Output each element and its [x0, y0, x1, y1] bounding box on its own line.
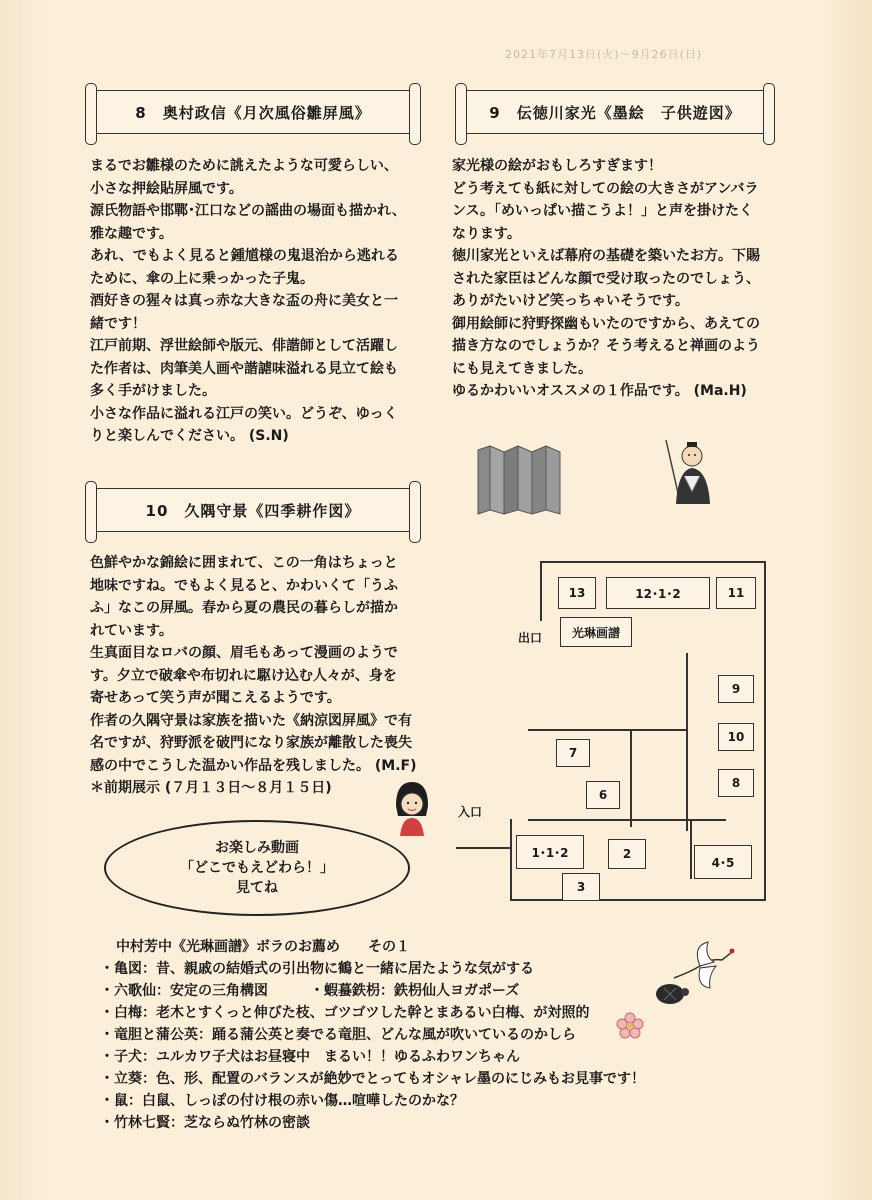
wall	[764, 561, 766, 901]
room-10	[718, 723, 754, 751]
room-8	[718, 769, 754, 797]
list-item: ・立葵：色、形、配置のバランスが絶妙でとってもオシャレ墨のにじみもお見事です！	[100, 1071, 646, 1087]
room-label: 10	[727, 730, 745, 744]
room-label: 7	[568, 746, 578, 760]
text-line: あれ、でもよく見ると鍾馗様の鬼退治から逃れる	[90, 248, 399, 264]
text-line: ゆるかわいいオススメの１作品です。 (Ma.H)	[452, 383, 747, 399]
room-9	[718, 675, 754, 703]
text-line: 描き方なのでしょうか？そう考えると禅画のよう	[452, 338, 760, 354]
text-line: 徳川家光といえば幕府の基礎を築いたお方。下賜	[452, 248, 760, 264]
room-label: 6	[598, 788, 608, 802]
text-line: ために、傘の上に乗っかった子鬼。	[90, 270, 314, 287]
room-12-1-2	[606, 577, 710, 609]
room-6	[586, 781, 620, 809]
room-label: 2	[622, 847, 632, 861]
room-7	[556, 739, 590, 767]
text-line: 江戸前期、浮世絵師や版元、俳諧師として活躍し	[90, 338, 398, 354]
entrance-label: 入口	[458, 805, 483, 819]
section-10-body	[90, 552, 416, 800]
wall	[456, 847, 512, 849]
room-11	[716, 577, 756, 609]
list-item: ・亀図：昔、親戚の結婚式の引出物に鶴と一緒に居たような気がする	[100, 961, 534, 977]
room-4-5	[694, 845, 752, 879]
text-line: 源氏物語や邯鄲･江口などの謡曲の場面も描かれ、	[90, 203, 406, 219]
wall	[510, 899, 766, 901]
list-item: ・竹林七賢：芝ならぬ竹林の密談	[100, 1115, 310, 1131]
text-line: なります。	[452, 225, 521, 242]
section-9-body	[452, 155, 760, 403]
text-line: す。夕立で破傘や布切れに駆け込む人々が、身を	[90, 667, 397, 684]
text-line: ありがたいけど笑っちゃいそうです。	[452, 293, 689, 309]
exit-label: 出口	[518, 631, 543, 645]
room-3	[562, 873, 600, 901]
wall	[528, 819, 726, 821]
room-13	[558, 577, 596, 609]
room-label: 4･5	[711, 855, 735, 870]
text-line: 寄せあって笑う声が聞こえるようです。	[90, 690, 341, 706]
text-line: 御用絵師に狩野探幽もいたのですから、あえての	[452, 315, 760, 332]
recommendation-list	[100, 936, 645, 1134]
text-line: 地味ですね。でもよく見ると、かわいくて「うふ	[90, 577, 398, 594]
bleed-date: 2021年7月13日(火)〜9月26日(日)	[505, 48, 703, 61]
text-line: まるでお雛様のために誂えたような可愛らしい、	[90, 158, 398, 174]
list-item: ・六歌仙：安定の三角構図 ・蝦蟇鉄枴：鉄枴仙人ヨガポーズ	[100, 983, 520, 999]
list-item: ・子犬：ユルカワ子犬はお昼寝中 まるい！！ゆるふわワンちゃん	[100, 1049, 520, 1065]
wall	[540, 561, 766, 563]
woman-illustration-icon	[392, 780, 432, 838]
text-line: された家臣はどんな顔で受け取ったのでしょう、	[452, 270, 760, 287]
text-line: 緒です！	[90, 315, 146, 332]
room-label: 3	[576, 880, 586, 894]
video-promo-bubble	[104, 820, 410, 916]
text-line: 生真面目なロバの顔、眉毛もあって漫画のようで	[90, 645, 398, 661]
wall	[540, 561, 542, 621]
text-line: 小さな押絵貼屏風です。	[90, 180, 243, 197]
bubble-line: 「どこでもえどわら！」	[180, 860, 334, 876]
section-8-header	[92, 90, 414, 134]
wall	[690, 819, 692, 879]
text-line: 多く手がけました。	[90, 383, 216, 399]
room-label: 13	[568, 586, 586, 600]
section-8-body	[90, 155, 406, 448]
wall	[528, 729, 688, 731]
text-line: れています。	[90, 622, 173, 639]
folding-screen-icon	[474, 444, 566, 516]
list-item: ・鼠：白鼠、しっぽの付け根の赤い傷…喧嘩したのかな？	[100, 1093, 464, 1109]
text-line: ＊前期展示 (７月１３日～８月１５日)	[90, 780, 332, 796]
bubble-line: お楽しみ動画	[215, 840, 299, 856]
room-label: 8	[731, 776, 741, 790]
text-line: 小さな作品に溢れる江戸の笑い。どうぞ、ゆっく	[90, 405, 398, 422]
wall	[686, 653, 688, 831]
text-line: 名ですが、狩野派を破門になり家族が離散した喪失	[90, 735, 412, 751]
room-korin-gafu	[560, 617, 632, 647]
text-line: ふ」なこの屏風。春から夏の農民の暮らしが描か	[90, 600, 398, 616]
room-2	[608, 839, 646, 869]
room-label: 9	[731, 682, 741, 696]
room-label: 1･1･2	[531, 845, 569, 860]
text-line: りと楽しんでください。 (S.N)	[90, 428, 289, 444]
samurai-figure-icon	[660, 436, 716, 508]
text-line: 色鮮やかな錦絵に囲まれて、この一角はちょっと	[90, 555, 398, 571]
text-line: 感の中でこうした温かい作品を残しました。 (M.F)	[90, 757, 417, 774]
text-line: 雅な趣です。	[90, 225, 173, 242]
list-item: ・竜胆と蒲公英：踊る蒲公英と奏でる竜胆、どんな風が吹いているのかしら	[100, 1027, 576, 1043]
text-line: どう考えても紙に対しての絵の大きさがアンバラ	[452, 180, 759, 197]
turtle-icon	[650, 978, 690, 1008]
floor-plan	[450, 555, 790, 925]
recommendation-heading: 中村芳中《光琳画譜》ボラのお薦め その１	[116, 939, 410, 955]
wall	[510, 819, 512, 901]
text-line: た作者は、肉筆美人画や諧謔味溢れる見立て絵も	[90, 360, 398, 377]
room-1-1-2	[516, 835, 584, 869]
plum-blossom-icon	[616, 1012, 644, 1040]
section-8-title: 8 奥村政信《月次風俗雛屏風》	[135, 103, 371, 122]
text-line: にも見えてきました。	[452, 360, 592, 377]
text-line: 家光様の絵がおもしろすぎます！	[452, 158, 662, 174]
room-label: 11	[727, 586, 745, 600]
room-label: 12･1･2	[635, 586, 681, 601]
section-10-header	[92, 488, 414, 532]
list-item: ・白梅：老木とすくっと伸びた枝、ゴツゴツした幹とまあるい白梅、が対照的	[100, 1005, 590, 1021]
text-line: 酒好きの猩々は真っ赤な大きな盃の舟に美女と一	[90, 293, 398, 309]
text-line: ンス。「めいっぱい描こうよ！」と声を掛けたく	[452, 203, 753, 219]
bubble-line: 見てね	[236, 880, 278, 896]
text-line: 作者の久隅守景は家族を描いた《納涼図屏風》で有	[90, 712, 412, 729]
section-9-title: 9 伝徳川家光《墨絵 子供遊図》	[489, 103, 741, 122]
room-label: 光琳画譜	[571, 625, 620, 640]
section-10-title: 10 久隅守景《四季耕作図》	[145, 501, 361, 520]
section-9-header	[462, 90, 768, 134]
wall	[630, 731, 632, 827]
